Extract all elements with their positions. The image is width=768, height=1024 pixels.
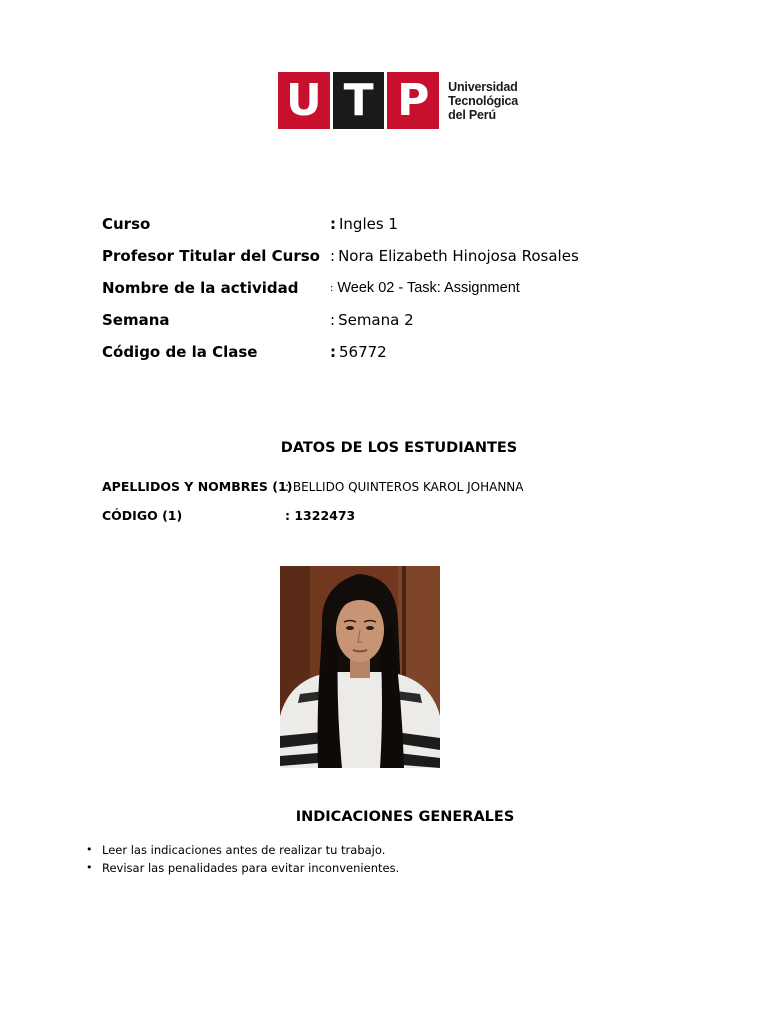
- course-row: [102, 208, 662, 240]
- bullet-icon: •: [86, 861, 93, 874]
- week-label: Semana: [102, 311, 170, 329]
- list-item-text: Revisar las penalidades para evitar inconvenientes.: [102, 861, 400, 875]
- student-photo: [280, 566, 440, 768]
- logo-letter-u: U: [278, 72, 330, 129]
- list-item-text: Leer las indicaciones antes de realizar tu trabajo.: [102, 843, 386, 857]
- class-code-label: Código de la Clase: [102, 343, 258, 361]
- course-label: Curso: [102, 215, 151, 233]
- students-heading: DATOS DE LOS ESTUDIANTES: [280, 440, 518, 456]
- activity-label: Nombre de la actividad: [102, 279, 299, 297]
- indications-heading: INDICACIONES GENERALES: [295, 809, 515, 825]
- indications-list: [86, 841, 399, 877]
- logo-university-name: [448, 72, 518, 129]
- professor-colon: :: [330, 247, 336, 265]
- week-colon: :: [330, 311, 336, 329]
- activity-value: Week 02 - Task: Assignment: [337, 280, 520, 296]
- student-code-row: [102, 501, 662, 530]
- student-name-label: APELLIDOS Y NOMBRES (1): [102, 479, 293, 494]
- week-value: Semana 2: [338, 311, 414, 329]
- logo-name-line: Universidad: [448, 79, 518, 94]
- list-item: [86, 841, 399, 859]
- activity-row: [102, 272, 662, 304]
- course-colon: :: [330, 215, 336, 233]
- course-value: Ingles 1: [339, 215, 398, 233]
- student-name-value: : BELLIDO QUINTEROS KAROL JOHANNA: [285, 479, 524, 494]
- professor-value: Nora Elizabeth Hinojosa Rosales: [338, 247, 579, 265]
- week-row: [102, 304, 662, 336]
- student-photo-icon: [280, 566, 440, 768]
- student-name-row: [102, 472, 662, 501]
- logo-letter-p: P: [387, 72, 439, 129]
- class-code-colon: :: [330, 343, 336, 361]
- utp-logo: [278, 72, 518, 129]
- professor-label: Profesor Titular del Curso: [102, 247, 320, 265]
- class-code-row: [102, 336, 662, 368]
- student-data: [102, 472, 662, 530]
- activity-colon: :: [330, 282, 334, 294]
- professor-row: [102, 240, 662, 272]
- logo-name-line: Tecnológica: [448, 93, 518, 108]
- student-code-label: CÓDIGO (1): [102, 508, 183, 523]
- list-item: [86, 859, 399, 877]
- logo-letter-t: T: [333, 72, 385, 129]
- bullet-icon: •: [86, 843, 93, 856]
- student-code-value: : 1322473: [285, 508, 356, 523]
- course-info: [102, 208, 662, 368]
- class-code-value: 56772: [339, 343, 387, 361]
- logo-name-line: del Perú: [448, 107, 496, 122]
